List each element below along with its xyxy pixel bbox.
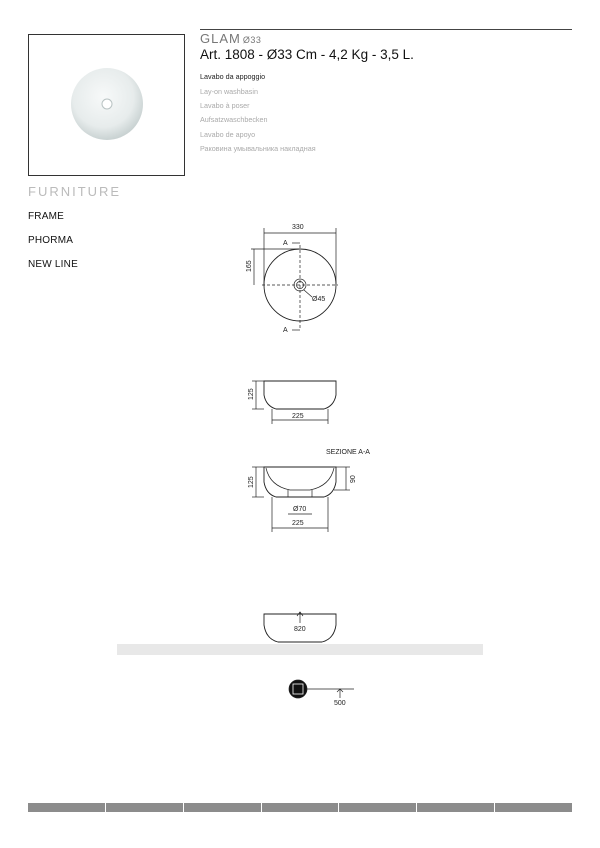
footer-segment bbox=[339, 803, 417, 812]
menu-item-phorma[interactable]: PHORMA bbox=[28, 235, 74, 246]
footer-segment bbox=[417, 803, 495, 812]
plan-drain-label: Ø45 bbox=[312, 296, 326, 303]
plan-width-label: 330 bbox=[292, 224, 304, 231]
description-es: Lavabo de apoyo bbox=[200, 130, 256, 139]
section-mark-top: A bbox=[283, 240, 288, 247]
description-it: Lavabo da appoggio bbox=[200, 72, 266, 81]
brand-name: GLAM bbox=[200, 31, 241, 46]
footer-segment bbox=[495, 803, 572, 812]
side-height-label: 125 bbox=[248, 388, 255, 400]
install-height-label: 820 bbox=[294, 626, 306, 633]
furniture-heading: FURNITURE bbox=[28, 184, 122, 199]
dimension-labels bbox=[246, 224, 370, 707]
section-drain-label: Ø70 bbox=[293, 506, 307, 513]
footer-segment bbox=[28, 803, 106, 812]
section-base-label: 225 bbox=[292, 520, 304, 527]
footer-segment bbox=[262, 803, 340, 812]
description-de: Aufsatzwaschbecken bbox=[200, 115, 268, 124]
plan-view bbox=[251, 228, 338, 330]
footer-bar bbox=[28, 803, 572, 812]
description-fr: Lavabo à poser bbox=[200, 101, 250, 110]
footer-segment bbox=[184, 803, 262, 812]
counter-detail bbox=[289, 680, 354, 698]
section-title: SEZIONE A-A bbox=[326, 449, 370, 456]
article-line: Art. 1808 - Ø33 Cm - 4,2 Kg - 3,5 L. bbox=[200, 47, 414, 62]
section-height-label: 125 bbox=[248, 476, 255, 488]
menu-item-frame[interactable]: FRAME bbox=[28, 211, 64, 222]
footer-segment bbox=[106, 803, 184, 812]
menu-item-new-line[interactable]: NEW LINE bbox=[28, 259, 78, 270]
description-ru: Раковина умывальника накладная bbox=[200, 144, 316, 153]
side-base-label: 225 bbox=[292, 413, 304, 420]
section-mark-bottom: A bbox=[283, 327, 288, 334]
counter-thickness-label: 500 bbox=[334, 700, 346, 707]
brand-size: Ø33 bbox=[242, 35, 262, 45]
plan-half-label: 165 bbox=[246, 260, 253, 272]
description-en: Lay-on washbasin bbox=[200, 87, 258, 96]
section-depth-label: 90 bbox=[350, 475, 357, 483]
